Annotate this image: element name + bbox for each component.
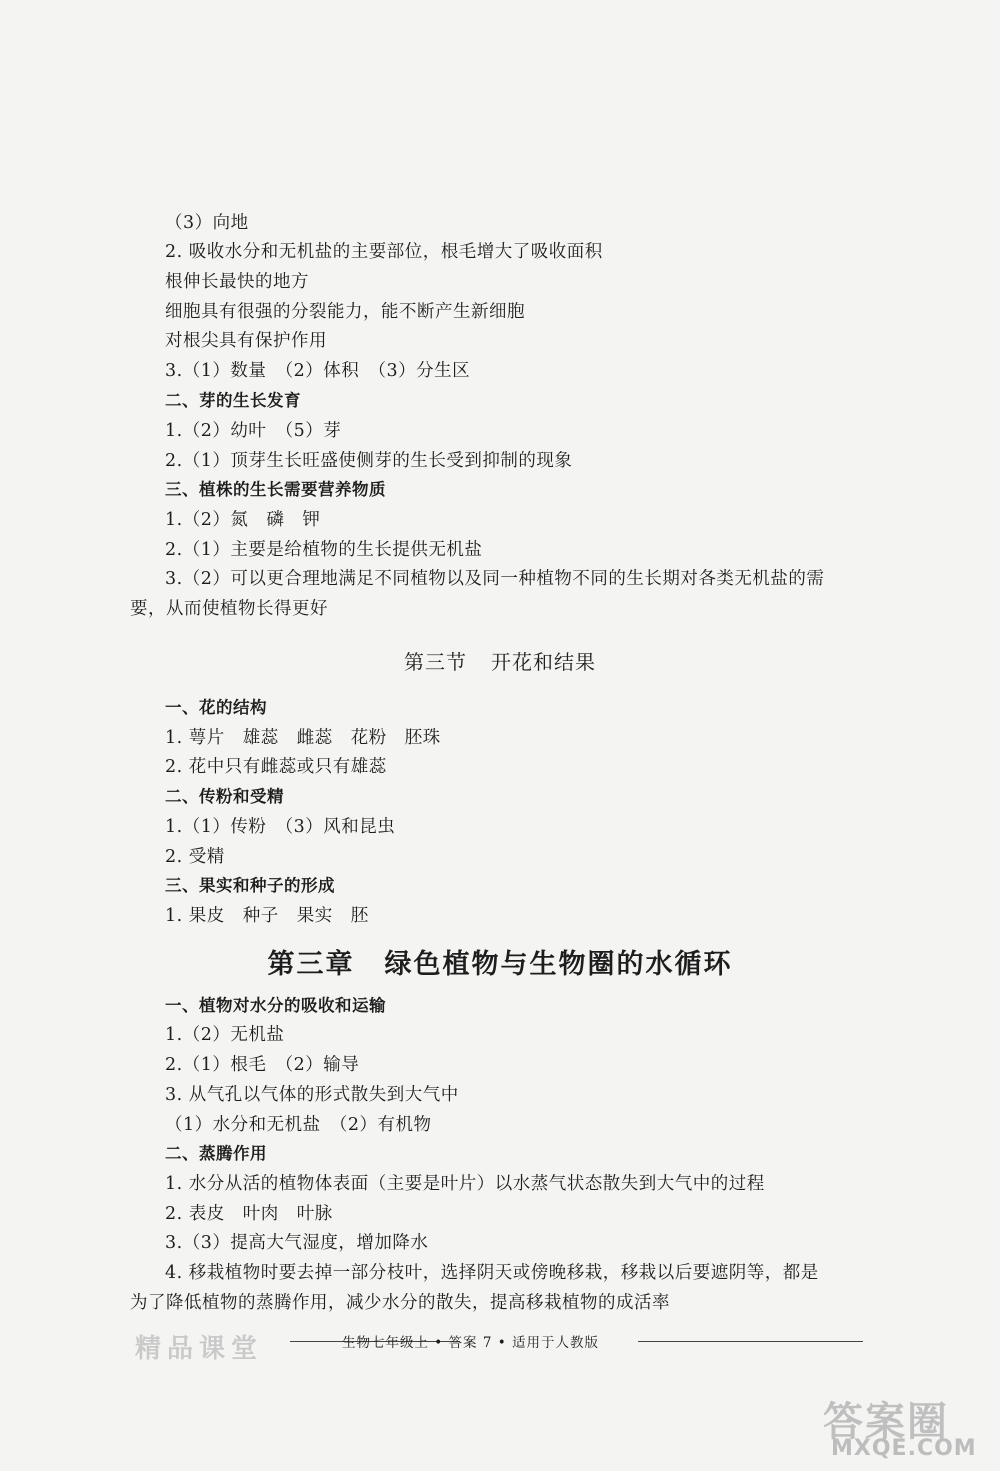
footer-rule-right (638, 1341, 863, 1342)
footer-text: 生物七年级上 • 答案 7 • 适用于人教版 (342, 1335, 599, 1351)
answer-line: 2.（1）根毛 （2）输导 (165, 1055, 360, 1075)
answer-line: 3. 从气孔以气体的形式散失到大气中 (165, 1085, 459, 1105)
section-name: 开花和结果 (491, 650, 596, 674)
faded-stamp: 精品课堂 (135, 1334, 264, 1364)
answer-line: 2. 表皮 叶肉 叶脉 (165, 1204, 333, 1224)
chapter-number: 第三章 (267, 949, 355, 980)
answer-line: 要，从而使植物长得更好 (130, 599, 328, 619)
answer-line: 1. 萼片 雄蕊 雌蕊 花粉 胚珠 (165, 728, 441, 748)
answer-line: 1.（2）无机盐 (165, 1025, 285, 1045)
answer-line: 根伸长最快的地方 (165, 272, 309, 292)
subsection-heading: 三、植株的生长需要营养物质 (165, 480, 386, 499)
site-watermark (823, 1390, 993, 1465)
answer-line: 2. 花中只有雌蕊或只有雄蕊 (165, 757, 387, 777)
answer-line: 1. 果皮 种子 果实 胚 (165, 906, 369, 926)
answer-line: 3.（1）数量 （2）体积 （3）分生区 (165, 361, 471, 381)
subsection-heading: 二、蒸腾作用 (165, 1144, 267, 1163)
answer-line: （3）向地 (165, 213, 249, 233)
subsection-heading: 一、花的结构 (165, 698, 267, 717)
subsection-heading: 三、果实和种子的形成 (165, 876, 335, 895)
chapter-title (0, 942, 1000, 981)
section-title (0, 646, 1000, 675)
answer-line: 4. 移栽植物时要去掉一部分枝叶，选择阴天或傍晚移栽，移栽以后要遮阴等，都是 (165, 1263, 819, 1283)
subsection-heading: 二、传粉和受精 (165, 787, 284, 806)
answer-line: （1）水分和无机盐 （2）有机物 (165, 1115, 432, 1135)
section-number: 第三节 (404, 650, 467, 674)
answer-line: 1.（2）幼叶 （5）芽 (165, 421, 342, 441)
answer-line: 1.（1）传粉 （3）风和昆虫 (165, 817, 396, 837)
subsection-heading: 二、芽的生长发育 (165, 391, 301, 410)
watermark-brand: 答案圈 (823, 1399, 949, 1445)
page-footer (130, 1330, 865, 1354)
answer-line: 3.（2）可以更合理地满足不同植物以及同一种植物不同的生长期对各类无机盐的需 (165, 569, 825, 589)
subsection-heading: 一、植物对水分的吸收和运输 (165, 996, 386, 1015)
answer-line: 1. 水分从活的植物体表面（主要是叶片）以水蒸气状态散失到大气中的过程 (165, 1174, 765, 1194)
answer-line: 2. 受精 (165, 847, 225, 867)
answer-line: 3.（3）提高大气湿度，增加降水 (165, 1233, 429, 1253)
answer-line: 2.（1）顶芽生长旺盛使侧芽的生长受到抑制的现象 (165, 451, 573, 471)
chapter-name: 绿色植物与生物圈的水循环 (384, 949, 733, 980)
answer-line: 2.（1）主要是给植物的生长提供无机盐 (165, 540, 483, 560)
answer-line: 为了降低植物的蒸腾作用，减少水分的散失，提高移栽植物的成活率 (130, 1293, 670, 1313)
answer-line: 细胞具有很强的分裂能力，能不断产生新细胞 (165, 302, 525, 322)
watermark-url: MXQE.COM (831, 1436, 977, 1461)
answer-line: 2. 吸收水分和无机盐的主要部位，根毛增大了吸收面积 (165, 242, 603, 262)
answer-line: 对根尖具有保护作用 (165, 331, 327, 351)
answer-line: 1.（2）氮 磷 钾 (165, 510, 321, 530)
